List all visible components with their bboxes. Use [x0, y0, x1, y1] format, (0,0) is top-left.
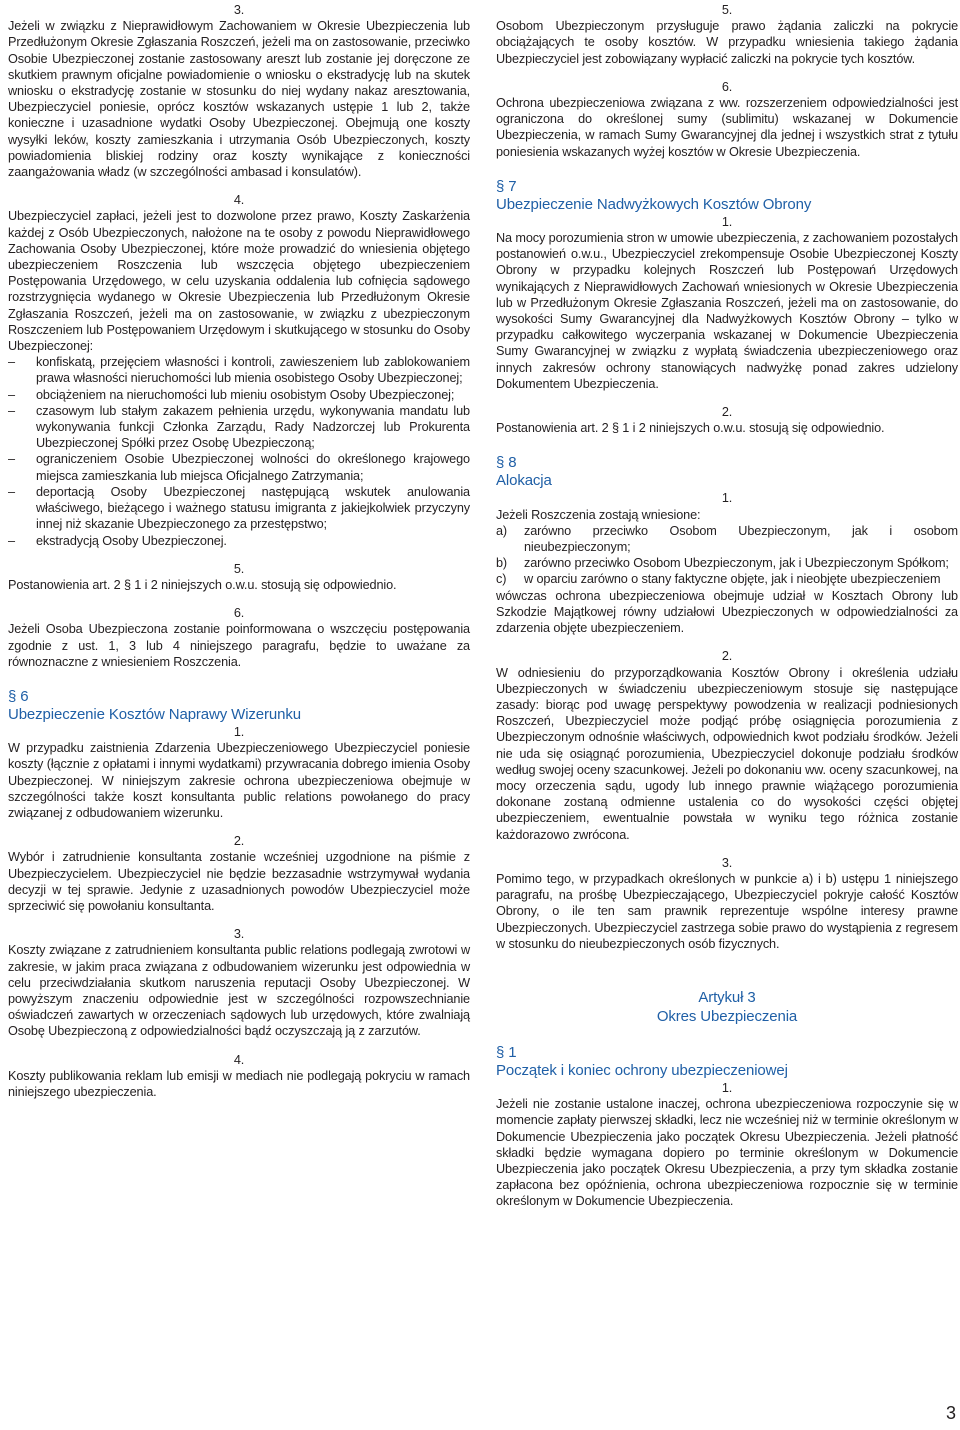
article-label: Artykuł 3: [698, 988, 756, 1006]
list-item: [496, 571, 958, 587]
paragraph-number: 2.: [721, 649, 733, 664]
section-title: Początek i koniec ochrony ubezpieczeniowej: [496, 1061, 788, 1079]
list-item: – deportacją Osoby Ubezpieczonej następującą wskutek anulowania właściwego, bieżącego i ważnego statusu imigranta z jakiejkolwiek przyczyny innej niż skazanie Ubezpieczonego za przestępstwo;: [8, 484, 470, 533]
list-marker: a): [496, 523, 508, 538]
paragraph-text: Ubezpieczyciel zapłaci, jeżeli jest to dozwolone przez prawo, Koszty Zaskarżenia każdej z Osób Ubezpieczonych, nałożone na te osoby z powodu Nieprawidłowego Zachowania Osoby Ubezpieczonej, które może prowadzić do wniesienia objętego ubezpieczeniem Roszczenia lub wszczęcia objętego ubezpieczeniem Postępowania Urzędowego, w celu uzyskania oddalenia lub cofnięcia sądowego rozstrzygnięcia wydanego w Okresie Ubezpieczenia lub Przedłużonym Okresie Zgłaszania Roszczeń, jeżeli ma on zastosowanie, w związku z ubezpieczonym Roszczeniem lub Postępowaniem Urzędowym i skutkującego w stosunku do Osoby Ubezpieczonej:: [8, 209, 470, 354]
section-title: Ubezpieczenie Nadwyżkowych Kosztów Obrony: [496, 195, 812, 213]
paragraph-number: 6.: [233, 606, 245, 621]
section-heading: [8, 688, 470, 724]
section-heading: [496, 178, 958, 214]
paragraph-number: 5.: [233, 561, 245, 576]
paragraph-number: 4.: [233, 193, 245, 208]
paragraph-text: Jeżeli nie zostanie ustalone inaczej, ochrona ubezpieczeniowa rozpoczynie się w momencie zapłaty pierwszej składki, lecz nie wcześniej niż w terminie określonym w Dokumencie Ubezpieczenia jako początek Okresu Ubezpieczenia. Jeżeli płatność składki będzie wymagana dopiero po terminie określonym w Dokumencie Ubezpieczenia jako początek Okresu Ubezpieczenia, a przy tym składka zostanie zapłacona bez opóźnienia, ochrona ubezpieczeniowa rozpocznie się w terminie określonym w Dokumencie Ubezpieczenia.: [496, 1097, 958, 1209]
paragraph-number: 1.: [233, 724, 245, 739]
paragraph-number: 5.: [721, 3, 733, 17]
list-item: – ekstradycją Osoby Ubezpieczonej.: [8, 533, 470, 549]
list-item: [496, 523, 958, 555]
list-item: – konfiskatą, przejęciem własności i kontroli, zawieszeniem lub zablokowaniem prawa własności nieruchomości lub mienia osobistego Osoby Ubezpieczonej;: [8, 354, 470, 386]
section-heading: [496, 454, 958, 490]
lettered-list: [496, 523, 958, 588]
right-column: [496, 2, 958, 1210]
section-symbol: § 1: [496, 1043, 517, 1061]
paragraph-text: Wybór i zatrudnienie konsultanta zostanie wcześniej uzgodnione na piśmie z Ubezpieczycielem. Ubezpieczyciel nie będzie bezzasadnie wstrzymywał wydania decyzji w tej sprawie. Jedynie z uzasadnionych powodów Ubezpieczyciel może sprzeciwić się powołaniu konsultanta.: [8, 850, 470, 913]
paragraph-number: 3.: [233, 3, 245, 17]
paragraph-text: W przypadku zaistnienia Zdarzenia Ubezpieczeniowego Ubezpieczyciel poniesie koszty (łącznie z opłatami i innymi wydatkami) przywracania dobrego imienia Osoby Ubezpieczonej. W niniejszym zakresie ochrona ubezpieczeniowa obejmuje w szczególności także koszt konsultanta public relations powołanego do pracy związanej z odbudowaniem wizerunku.: [8, 741, 470, 820]
paragraph-number: 3.: [721, 855, 733, 870]
list-item-text: zarówno przeciwko Osobom Ubezpieczonym, jak i Ubezpieczonym Spółkom;: [524, 556, 949, 571]
list-item-text: w oparciu zarówno o stany faktyczne objęte, jak i nieobjęte ubezpieczeniem: [524, 572, 941, 587]
paragraph-number: 4.: [233, 1052, 245, 1067]
list-item: – czasowym lub stałym zakazem pełnienia urzędu, wykonywania mandatu lub wykonywania funkcji Członka Zarządu, Rady Nadzorczej lub Prokurenta Ubezpieczonej Spółki przez Osobę Ubezpieczoną;: [8, 403, 470, 452]
article-title: Okres Ubezpieczenia: [656, 1007, 798, 1025]
section-symbol: § 7: [496, 177, 517, 195]
paragraph-text: Osobom Ubezpieczonym przysługuje prawo żądania zaliczki na pokrycie obciążających te osoby kosztów. W przypadku wniesienia takiego żądania Ubezpieczyciel jest zobowiązany wypłacić zaliczki na pokrycie tych kosztów.: [496, 19, 958, 66]
section-symbol: § 6: [8, 687, 29, 705]
list-marker: b): [496, 556, 508, 571]
article-heading: [496, 988, 958, 1026]
paragraph-text: Koszty publikowania reklam lub emisji w mediach nie podlegają pokryciu w ramach niniejszego ubezpieczenia.: [8, 1068, 470, 1099]
paragraph-text: W odniesieniu do przyporządkowania Kosztów Obrony i określenia udziału Ubezpieczonych w świadczeniu ubezpieczeniowym stosuje się następujące zasady: biorąc pod uwagę perspektywy powodzenia w realizacji podniesionych Roszczeń, Ubezpieczyciel może podjąć próbę osiągnięcia porozumienia z Ubezpieczonym odnośnie właściwych, odpowiednich kwot podziału środków. Jeżeli nie uda się osiągnąć porozumienia, Ubezpieczyciel dokonuje podziału środków według swojej oceny szacunkowej. Jeżeli po dokonaniu ww. oceny szacunkowej, na mocy orzeczenia sądu, ugody lub innego prawnie wiążącego porozumienia dokonane zostaną odmienne ustalenia co do wysokości części objętej ubezpieczeniem, ewentualnie powstała w wyniku tego różnica zostanie każdorazowo zwrócona.: [496, 665, 958, 842]
section-symbol: § 8: [496, 454, 517, 472]
paragraph-number: 2.: [233, 834, 245, 849]
paragraph-text: Postanowienia art. 2 § 1 i 2 niniejszych o.w.u. stosują się odpowiednio.: [496, 421, 885, 436]
paragraph-number: 1.: [721, 491, 733, 506]
list-item-text: zarówno przeciwko Osobom Ubezpieczonym, jak i osobom nieubezpieczonym;: [524, 523, 958, 555]
paragraph-text: Jeżeli w związku z Nieprawidłowym Zachowaniem w Okresie Ubezpieczenia lub Przedłużonym Okresie Zgłaszania Roszczeń, jeżeli ma on zastosowanie, przeciwko Osobie Ubezpieczonej zostanie zastosowany areszt lub zostanie jej doręczone ze skutkiem prawnym oficjalne powiadomienie o wniosku o ekstradycję lub na skutek wniosku o ekstradycję zostanie w stosunku do niej wydany nakaz aresztowania, Ubezpieczyciel poniesie, oprócz kosztów wskazanych ustępie 1 lub 2, także konieczne i uzasadnione wydatki Osoby Ubezpieczonej. Obejmują one koszty wysyłki leków, koszty zamieszkania i utrzymania Osób Ubezpieczonych, koszty powiadomienia bliskiej rodziny oraz koszty wynikające z konieczności zaangażowania władz (w szczególności ambasad i konsulatów).: [8, 19, 470, 180]
list-marker: c): [496, 572, 507, 587]
section-title: Alokacja: [496, 472, 552, 490]
paragraph-text: Koszty związane z zatrudnieniem konsultanta public relations podlegają zwrotowi w zakresie, w jakim praca związana z odbudowaniem wizerunku jest odpowiednia w celu przeciwdziałania skutkom naruszenia reputacji Osoby Ubezpieczonej. W powyższym znaczeniu odpowiednie jest w szczególności rozpowszechnianie oświadczeń zawartych w orzeczeniach sądowych lub urzędowych, które zwalniają Osobę Ubezpieczoną z odpowiedzialności bądź oczyszczają ją z zarzutów.: [8, 943, 470, 1039]
paragraph-number: 1.: [721, 214, 733, 229]
paragraph-number: 2.: [721, 405, 733, 420]
paragraph-text: Postanowienia art. 2 § 1 i 2 niniejszych o.w.u. stosują się odpowiednio.: [8, 577, 397, 592]
paragraph-text: Jeżeli Osoba Ubezpieczona zostanie poinformowana o wszczęciu postępowania zgodnie z ust. 1, 3 lub 4 niniejszego paragrafu, będzie to uważane za równoznaczne z wniesieniem Roszczenia.: [8, 622, 470, 669]
paragraph-text: wówczas ochrona ubezpieczeniowa obejmuje udział w Kosztach Obrony lub Szkodzie Majątkowej równy udziałowi Ubezpieczonych w odpowiedzialności za zdarzenia objęte ubezpieczeniem.: [496, 588, 958, 636]
paragraph-number: 6.: [721, 79, 733, 94]
list-item: [496, 555, 958, 571]
paragraph-text: Jeżeli Roszczenia zostają wniesione:: [496, 507, 701, 522]
paragraph-number: 3.: [233, 927, 245, 942]
section-title: Ubezpieczenie Kosztów Naprawy Wizerunku: [8, 705, 301, 723]
dash-list: [8, 354, 470, 548]
paragraph-text: Pomimo tego, w przypadkach określonych w punkcie a) i b) ustępu 1 niniejszego paragrafu, na prośbę Ubezpieczającego, Ubezpieczyciel pokryje całość Kosztów Obrony, o ile ten sam prawnik reprezentuje wspólne interesy prawne Ubezpieczonych. Ubezpieczyciel zastrzega sobie prawo do wystąpienia z regresem w stosunku do nieubezpieczonych osób fizycznych.: [496, 871, 958, 951]
list-item: – ograniczeniem Osobie Ubezpieczonej wolności do określonego krajowego miejsca zamieszkania lub miejsca Oficjalnego Zatrzymania;: [8, 451, 470, 483]
page-number: 3: [945, 1403, 956, 1423]
section-heading: [496, 1044, 958, 1080]
paragraph-text: Ochrona ubezpieczeniowa związana z ww. rozszerzeniem odpowiedzialności jest ograniczona do określonej sumy (sublimitu) wskazanej w Dokumencie Ubezpieczenia, w ramach Sumy Gwarancyjnej dla jednej i wszystkich strat z tytułu poniesienia wskazanych wyżej kosztów w Okresie Ubezpieczenia.: [496, 96, 958, 159]
paragraph-number: 1.: [721, 1080, 733, 1095]
paragraph-text: Na mocy porozumienia stron w umowie ubezpieczenia, z zachowaniem pozostałych postanowień o.w.u., Ubezpieczyciel zrekompensuje Osobie Ubezpieczonej Koszty Obrony w przypadku kolejnych Roszczeń lub Postępowań Urzędowych wynikających z Nieprawidłowych Zachowań wniesionych w Okresie Ubezpieczenia lub w Przedłużonym Okresie Zgłaszania Roszczeń, jeżeli ma on zastosowanie, do wysokości Sumy Gwarancyjnej dla Nadwyżkowych Kosztów Obrony – tylko w przypadku całkowitego wyczerpania wskazanej w Dokumencie Ubezpieczenia Sumy Gwarancyjnej w związku z wypłatą świadczenia ubezpieczeniowego oraz innych zakresów ochrony stanowiących nadwyżkę ponad zakres udzielony Dokumentem Ubezpieczenia.: [496, 231, 958, 391]
left-column: [8, 2, 470, 1100]
list-item: – obciążeniem na nieruchomości lub mieniu osobistym Osoby Ubezpieczonej;: [8, 387, 470, 403]
